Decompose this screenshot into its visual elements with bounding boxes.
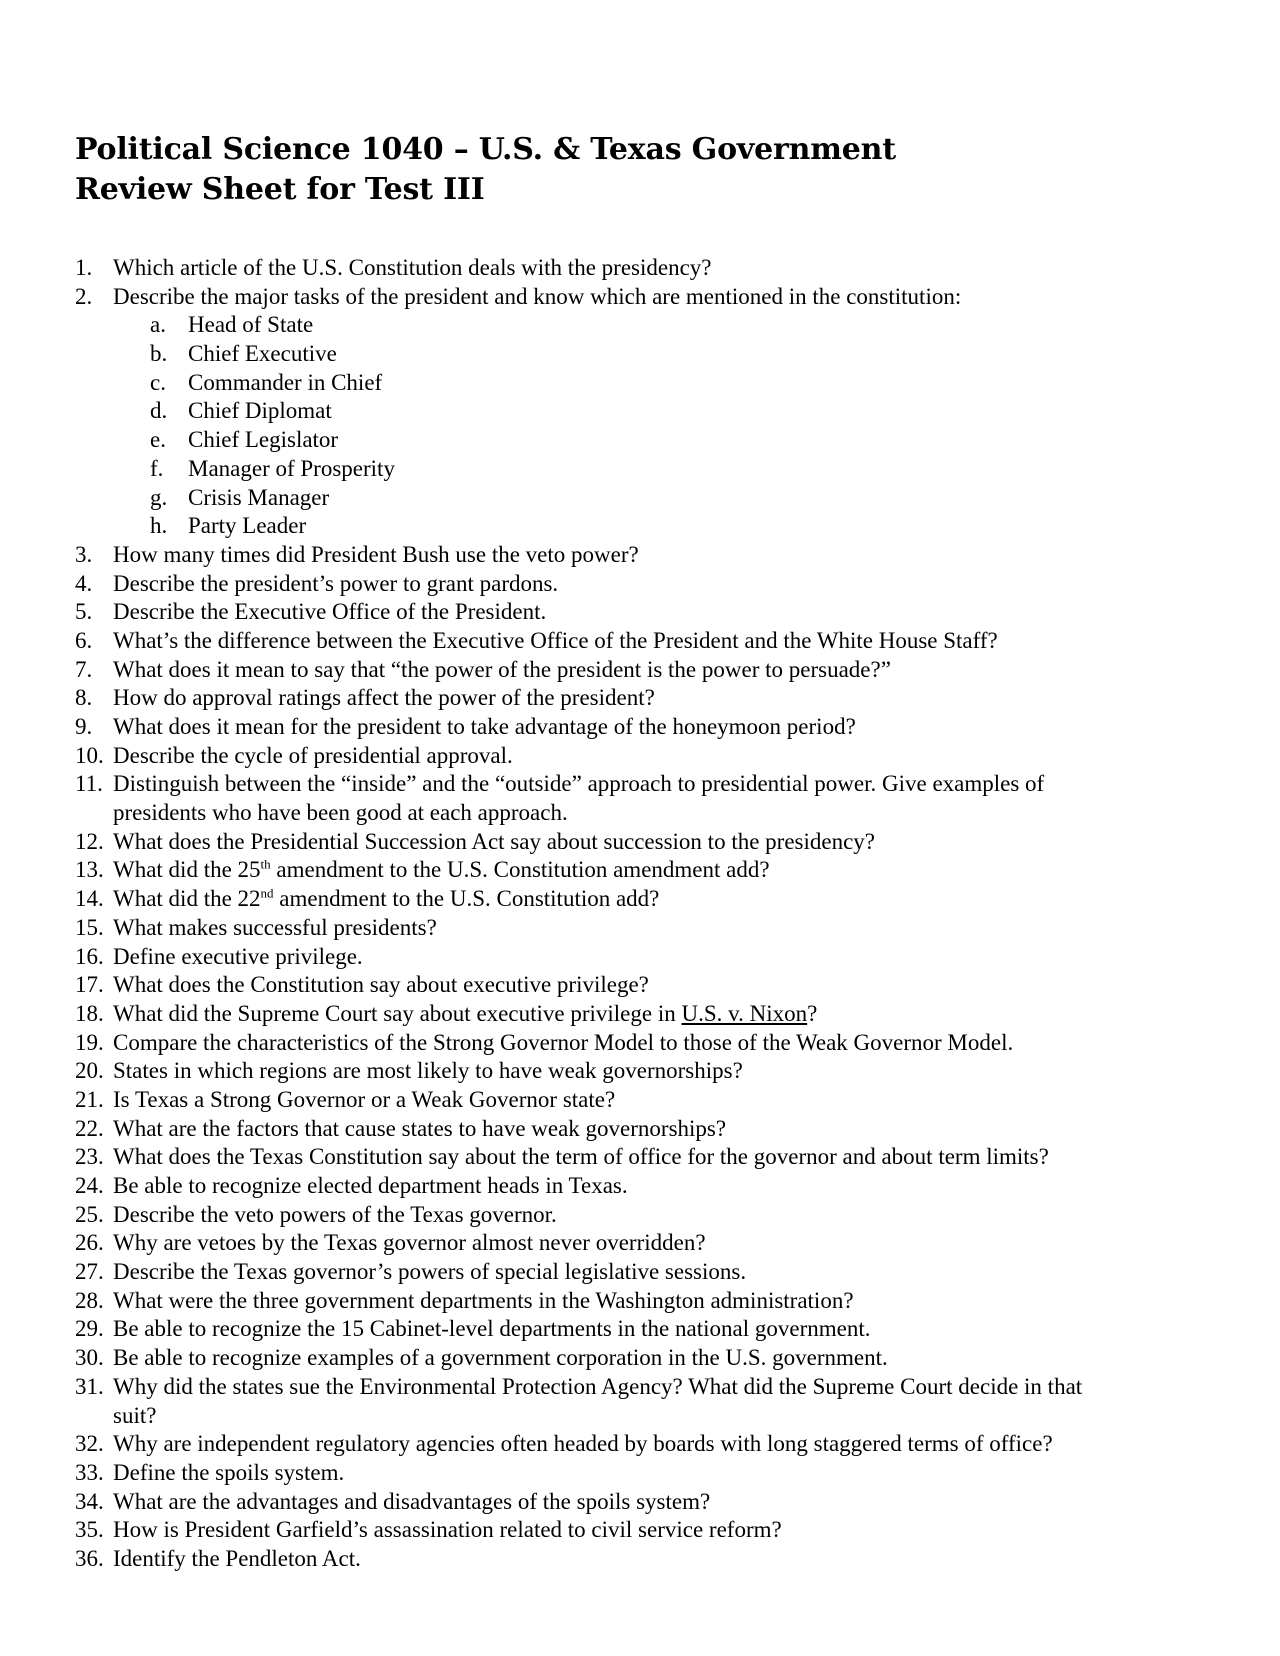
sub-list-item [0, 484, 1280, 513]
item-number: 14. [75, 886, 104, 912]
item-number: 28. [75, 1287, 104, 1313]
sub-list-item [0, 426, 1280, 455]
item-number: 24. [75, 1173, 104, 1198]
list-item [0, 828, 1280, 857]
list-item [0, 1430, 1280, 1459]
item-number: 33. [75, 1459, 104, 1485]
item-text: Describe the Executive Office of the President. [113, 599, 547, 625]
item-text [113, 1000, 817, 1029]
item-number: 19. [75, 1029, 104, 1055]
list-item [0, 254, 1280, 283]
item-text: How is President Garfield’s assassination related to civil service reform? [113, 1517, 782, 1543]
list-item [0, 914, 1280, 943]
item-number: 36. [75, 1545, 104, 1571]
list-item [0, 1315, 1280, 1344]
list-item [0, 1344, 1280, 1373]
item-text: Define the spoils system. [113, 1459, 345, 1485]
item-text: Why did the states sue the Environmental Protection Agency? What did the Supreme Court decide in that [113, 1373, 1083, 1399]
sub-item-text: Head of State [188, 312, 314, 338]
item-text-part: What did the 22 [113, 886, 261, 912]
item-text-part: What did the 25 [113, 857, 261, 883]
item-text: Distinguish between the “inside” and the “outside” approach to presidential power. Give examples of [113, 771, 1045, 797]
list-item [0, 1287, 1280, 1316]
sub-list-item [0, 369, 1280, 398]
list-item [0, 1516, 1280, 1545]
sub-list-item [0, 397, 1280, 426]
item-number: 20. [75, 1058, 104, 1084]
case-citation: U.S. v. Nixon [681, 1000, 808, 1026]
sub-item-letter: a. [150, 312, 166, 338]
item-text: What are the factors that cause states to have weak governorships? [113, 1115, 727, 1141]
item-text: What are the advantages and disadvantages of the spoils system? [113, 1488, 711, 1514]
list-item [0, 713, 1280, 742]
item-text: How many times did President Bush use the veto power? [113, 541, 639, 567]
item-text: Describe the major tasks of the president and know which are mentioned in the constitution: [113, 283, 962, 309]
item-number: 10. [75, 742, 104, 768]
item-number: 18. [75, 1000, 104, 1026]
item-number: 2. [75, 283, 93, 309]
item-number: 6. [75, 627, 93, 653]
item-number: 25. [75, 1201, 104, 1227]
item-text: States in which regions are most likely to have weak governorships? [113, 1058, 743, 1084]
list-item [0, 1459, 1280, 1488]
item-number: 31. [75, 1373, 104, 1399]
item-text: How do approval ratings affect the power of the president? [113, 685, 655, 711]
item-text: What does the Constitution say about executive privilege? [113, 972, 649, 998]
sub-item-text: Commander in Chief [188, 369, 383, 395]
item-number: 27. [75, 1259, 104, 1285]
item-text: Why are independent regulatory agencies often headed by boards with long staggered terms of office? [113, 1431, 1053, 1457]
item-text-part: amendment to the U.S. Constitution add? [273, 886, 660, 912]
sub-list-item [0, 340, 1280, 369]
item-text [113, 885, 659, 914]
list-item [0, 1029, 1280, 1058]
list-item-continuation [0, 1402, 1280, 1431]
item-number: 8. [75, 685, 93, 711]
item-number: 32. [75, 1431, 104, 1457]
item-text: What does it mean for the president to take advantage of the honeymoon period? [113, 714, 856, 739]
list-item [0, 1229, 1280, 1258]
sub-item-text: Chief Diplomat [188, 398, 332, 424]
list-item [0, 656, 1280, 685]
item-number: 1. [75, 255, 93, 280]
item-text: What does it mean to say that “the power of the president is the power to persuade?” [113, 656, 891, 682]
list-item [0, 1115, 1280, 1144]
sub-list-item [0, 311, 1280, 340]
item-text: Why are vetoes by the Texas governor almost never overridden? [113, 1230, 706, 1256]
list-item-continuation [0, 799, 1280, 828]
item-text: Describe the cycle of presidential approval. [113, 742, 513, 768]
item-text: Be able to recognize examples of a government corporation in the U.S. government. [113, 1345, 888, 1371]
item-text [113, 856, 770, 885]
item-text-continued: presidents who have been good at each approach. [113, 800, 568, 826]
sub-item-text: Manager of Prosperity [188, 455, 395, 481]
sub-item-text: Chief Executive [188, 341, 337, 367]
item-number: 11. [75, 771, 103, 797]
list-item [0, 598, 1280, 627]
item-number: 21. [75, 1086, 104, 1112]
item-text: Compare the characteristics of the Strong Governor Model to those of the Weak Governor Model. [113, 1029, 1014, 1055]
item-text: What’s the difference between the Executive Office of the President and the White House Staff? [113, 627, 998, 653]
item-number: 29. [75, 1316, 104, 1342]
list-item [0, 885, 1280, 914]
sub-item-letter: d. [150, 398, 168, 424]
item-number: 3. [75, 541, 93, 567]
item-text: Describe the president’s power to grant pardons. [113, 570, 559, 596]
item-number: 15. [75, 914, 104, 940]
item-text-part: What did the Supreme Court say about executive privilege in [113, 1000, 682, 1026]
sub-item-letter: e. [150, 427, 166, 453]
list-item [0, 1172, 1280, 1201]
sub-item-text: Crisis Manager [188, 484, 330, 510]
item-number: 23. [75, 1144, 104, 1170]
item-number: 4. [75, 570, 93, 596]
item-text: Identify the Pendleton Act. [113, 1545, 361, 1571]
item-number: 22. [75, 1115, 104, 1141]
item-text: Define executive privilege. [113, 943, 363, 969]
list-item [0, 283, 1280, 312]
item-text: Be able to recognize the 15 Cabinet-level departments in the national government. [113, 1316, 871, 1342]
item-number: 5. [75, 599, 93, 625]
sub-list-item [0, 455, 1280, 484]
item-text-part: amendment to the U.S. Constitution amendment add? [270, 857, 770, 883]
sub-item-letter: c. [150, 369, 166, 395]
list-item [0, 943, 1280, 972]
list-item [0, 541, 1280, 570]
list-item [0, 1201, 1280, 1230]
sub-list-item [0, 512, 1280, 541]
list-item [0, 1258, 1280, 1287]
list-item [0, 684, 1280, 713]
sub-item-letter: b. [150, 341, 168, 367]
item-text: What were the three government departments in the Washington administration? [113, 1287, 854, 1313]
page-title [75, 130, 896, 210]
sub-item-letter: h. [150, 513, 168, 539]
question-list [0, 254, 1280, 1574]
item-text-part: ? [807, 1000, 818, 1026]
item-number: 26. [75, 1230, 104, 1256]
item-text-continued: suit? [113, 1402, 157, 1428]
list-item [0, 770, 1280, 799]
list-item [0, 742, 1280, 771]
sub-item-text: Chief Legislator [188, 427, 339, 453]
list-item [0, 1057, 1280, 1086]
sub-item-letter: g. [150, 484, 168, 510]
list-item [0, 570, 1280, 599]
item-text: Is Texas a Strong Governor or a Weak Governor state? [113, 1086, 616, 1112]
item-number: 16. [75, 943, 104, 969]
list-item [0, 627, 1280, 656]
ordinal-suffix: th [260, 856, 271, 872]
item-text: What does the Presidential Succession Act say about succession to the presidency? [113, 828, 875, 854]
item-number: 30. [75, 1345, 104, 1371]
item-number: 17. [75, 972, 104, 998]
list-item [0, 1373, 1280, 1402]
list-item [0, 856, 1280, 885]
list-item [0, 1545, 1280, 1574]
item-text: What makes successful presidents? [113, 914, 437, 940]
list-item [0, 1086, 1280, 1115]
item-text: Describe the Texas governor’s powers of special legislative sessions. [113, 1259, 747, 1285]
item-text: Describe the veto powers of the Texas governor. [113, 1201, 557, 1227]
item-number: 9. [75, 714, 93, 739]
list-item [0, 1000, 1280, 1029]
item-text: What does the Texas Constitution say about the term of office for the governor and about term limits? [113, 1144, 1049, 1170]
item-text: Which article of the U.S. Constitution deals with the presidency? [113, 255, 712, 280]
item-number: 34. [75, 1488, 104, 1514]
ordinal-suffix: nd [260, 885, 274, 901]
sub-item-letter: f. [150, 455, 164, 481]
item-number: 13. [75, 857, 104, 883]
title-line-1: Political Science 1040 – U.S. & Texas Government [75, 132, 896, 167]
sub-item-text: Party Leader [188, 513, 307, 539]
item-text: Be able to recognize elected department heads in Texas. [113, 1173, 628, 1198]
item-number: 7. [75, 656, 93, 682]
list-item [0, 1488, 1280, 1517]
list-item [0, 971, 1280, 1000]
item-number: 35. [75, 1517, 104, 1543]
item-number: 12. [75, 828, 104, 854]
list-item [0, 1143, 1280, 1172]
title-line-2: Review Sheet for Test III [75, 172, 485, 207]
